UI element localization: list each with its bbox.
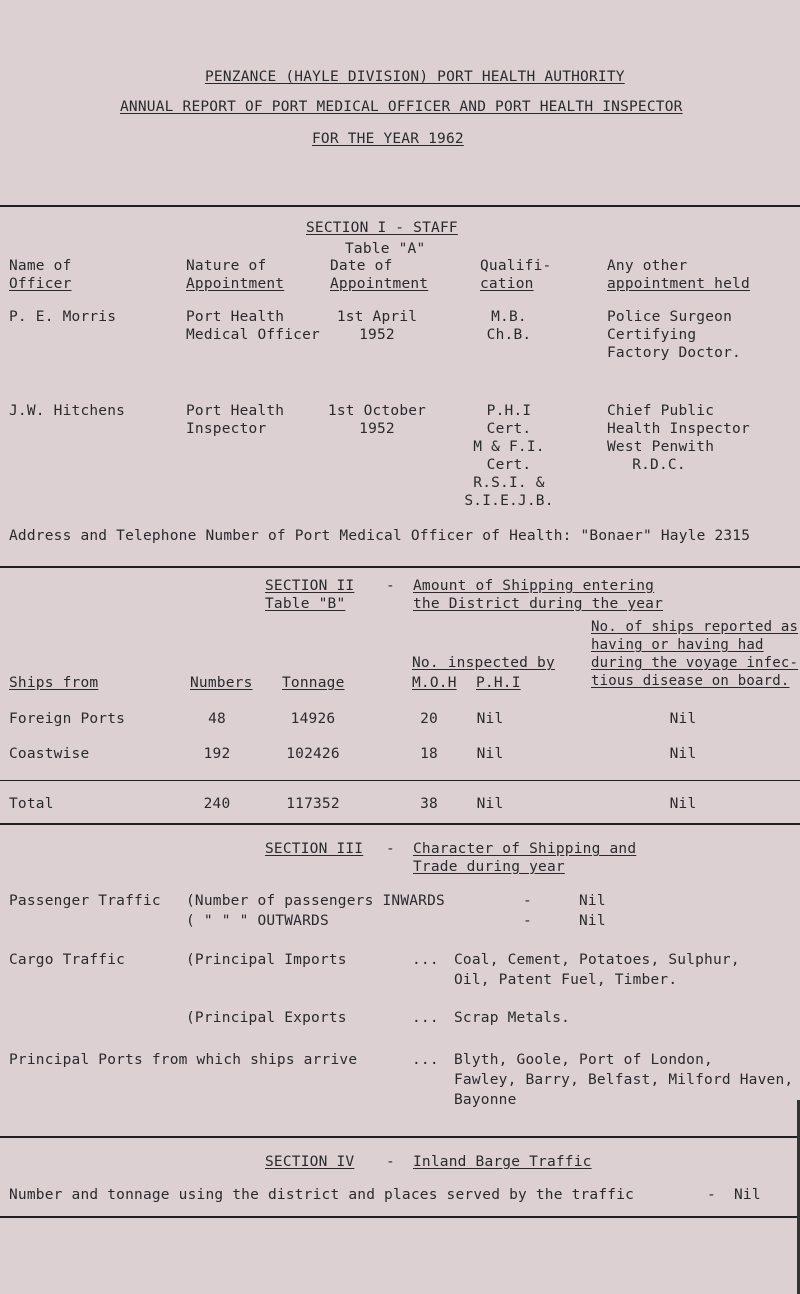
barge-traffic-value: Nil <box>734 1187 761 1203</box>
divider <box>0 823 800 825</box>
section3-title: SECTION III <box>265 841 364 857</box>
section1-title: SECTION I - STAFF <box>306 220 458 236</box>
cargo-traffic-label: Cargo Traffic <box>9 952 126 968</box>
report-title-line3: FOR THE YEAR 1962 <box>312 131 464 147</box>
col-header-qualification: Qualifi- cation <box>480 258 552 292</box>
principal-ports-label: Principal Ports from which ships arrive <box>9 1052 358 1068</box>
officer-qualification: P.H.I Cert. M & F.I. Cert. R.S.I. & S.I.E.J.B. <box>464 403 554 509</box>
passenger-inwards-dash: - <box>523 893 532 909</box>
col-header-inspected: No. inspected by <box>412 655 555 671</box>
table-row-label: Coastwise <box>9 746 90 762</box>
section2-dash: - <box>386 578 395 594</box>
section4-title: SECTION IV <box>265 1154 355 1170</box>
total-numbers: 240 <box>203 796 231 812</box>
col-header-tonnage: Tonnage <box>282 675 345 691</box>
col-header-date: Date of Appointment <box>330 258 429 292</box>
passenger-traffic-label: Passenger Traffic <box>9 893 161 909</box>
col-header-other-appointment: Any other appointment held <box>607 258 750 292</box>
section1-table-label: Table "A" <box>345 241 426 257</box>
imports-dots: ... <box>412 952 439 968</box>
imports-value: Coal, Cement, Potatoes, Sulphur, Oil, Patent Fuel, Timber. <box>454 952 740 988</box>
officer-name: P. E. Morris <box>9 309 117 325</box>
col-header-ships-from: Ships from <box>9 675 99 691</box>
table-cell-phi: Nil <box>476 746 504 762</box>
exports-dots: ... <box>412 1010 439 1026</box>
divider <box>0 780 800 781</box>
section2-title: SECTION II Table "B" <box>265 578 355 612</box>
total-moh: 38 <box>420 796 438 812</box>
col-header-moh: M.O.H <box>412 675 457 691</box>
officer-nature: Port Health Medical Officer <box>186 309 320 343</box>
col-header-phi: P.H.I <box>476 675 521 691</box>
section4-subtitle: Inland Barge Traffic <box>413 1154 592 1170</box>
imports-label: (Principal Imports <box>186 952 347 968</box>
col-header-numbers: Numbers <box>190 675 253 691</box>
table-cell-moh: 20 <box>420 711 438 727</box>
officer-name: J.W. Hitchens <box>9 403 126 419</box>
principal-ports-value: Blyth, Goole, Port of London, Fawley, Barry, Belfast, Milford Haven, Bayonne <box>454 1052 794 1108</box>
passenger-inwards: (Number of passengers INWARDS <box>186 893 445 909</box>
table-cell-tonnage: 14926 <box>290 711 336 727</box>
divider <box>0 205 800 207</box>
table-cell-phi: Nil <box>476 711 504 727</box>
passenger-outwards-value: Nil <box>579 913 606 929</box>
table-row-label: Foreign Ports <box>9 711 126 727</box>
table-cell-numbers: 48 <box>208 711 226 727</box>
report-title-line1: PENZANCE (HAYLE DIVISION) PORT HEALTH AUTHORITY <box>205 69 625 85</box>
table-cell-moh: 18 <box>420 746 438 762</box>
col-header-reported: No. of ships reported as having or having had during the voyage infec- tious disease on board. <box>591 619 799 689</box>
table-cell-tonnage: 102426 <box>286 746 340 762</box>
divider <box>0 1136 800 1138</box>
total-reported: Nil <box>669 796 697 812</box>
table-cell-reported: Nil <box>669 711 697 727</box>
passenger-outwards-dash: - <box>523 913 532 929</box>
section3-subtitle: Character of Shipping and Trade during year <box>413 841 637 875</box>
barge-traffic-line: Number and tonnage using the district and places served by the traffic <box>9 1187 635 1203</box>
ports-dots: ... <box>412 1052 439 1068</box>
officer-other-appointment: Police Surgeon Certifying Factory Doctor. <box>607 309 741 361</box>
table-cell-reported: Nil <box>669 746 697 762</box>
officer-date: 1st October 1952 <box>327 403 427 437</box>
report-title-line2: ANNUAL REPORT OF PORT MEDICAL OFFICER AND PORT HEALTH INSPECTOR <box>120 99 683 115</box>
divider <box>0 1216 800 1218</box>
exports-value: Scrap Metals. <box>454 1010 571 1026</box>
section3-dash: - <box>386 841 395 857</box>
total-label: Total <box>9 796 54 812</box>
passenger-outwards: ( " " " OUTWARDS <box>186 913 329 929</box>
barge-traffic-dash: - <box>707 1187 716 1203</box>
officer-qualification: M.B. Ch.B. <box>486 309 532 343</box>
total-phi: Nil <box>476 796 504 812</box>
officer-nature: Port Health Inspector <box>186 403 285 437</box>
exports-label: (Principal Exports <box>186 1010 347 1026</box>
total-tonnage: 117352 <box>286 796 340 812</box>
col-header-name: Name of Officer <box>9 258 72 292</box>
passenger-inwards-value: Nil <box>579 893 606 909</box>
section4-dash: - <box>386 1154 395 1170</box>
officer-other-appointment: Chief Public Health Inspector West Penwith R.D.C. <box>607 403 750 473</box>
col-header-nature: Nature of Appointment <box>186 258 285 292</box>
officer-date: 1st April 1952 <box>336 309 418 343</box>
divider <box>0 566 800 568</box>
address-telephone-line: Address and Telephone Number of Port Medical Officer of Health: "Bonaer" Hayle 2315 <box>9 528 751 544</box>
table-cell-numbers: 192 <box>203 746 231 762</box>
section2-subtitle: Amount of Shipping entering the District during the year <box>413 578 664 612</box>
